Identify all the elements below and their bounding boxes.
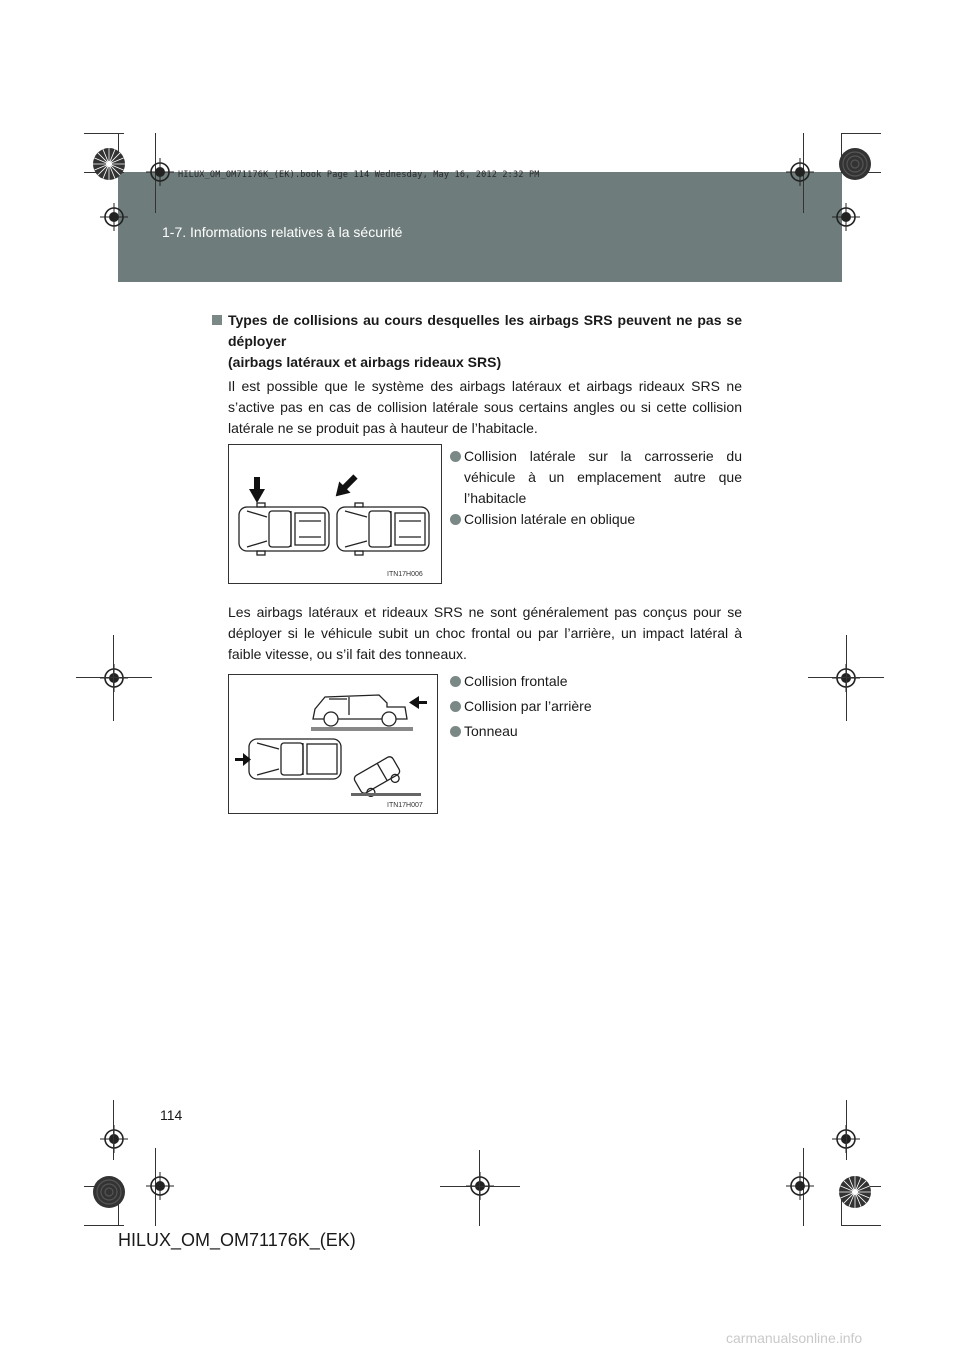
figure-non-deploy-collisions	[228, 674, 438, 814]
ground-line	[311, 727, 413, 731]
crop-mark	[440, 1186, 520, 1187]
sunburst-mark-icon	[838, 1175, 872, 1209]
registration-mark-icon	[100, 664, 128, 692]
paragraph-2: Les airbags latéraux et rideaux SRS ne sont généralement pas conçus pour se déployer si le véhicule subit un choc frontal ou par l’arrière, un impact latéral à faible vitesse, ou s’il fait des tonneaux.	[228, 604, 742, 662]
bullet-text: Collision latérale en oblique	[464, 511, 636, 527]
registration-mark-icon	[786, 1172, 814, 1200]
figure-code: ITN17H007	[387, 802, 423, 809]
sunburst-mark-icon	[92, 1175, 126, 1209]
collision-types-illustration	[229, 675, 437, 813]
list-item	[450, 509, 635, 530]
list-item	[450, 446, 742, 509]
registration-mark-icon	[146, 1172, 174, 1200]
registration-mark-icon	[146, 158, 174, 186]
registration-mark-icon	[832, 203, 860, 231]
book-meta: HILUX_OM_OM71176K_(EK).book Page 114 Wednesday, May 16, 2012 2:32 PM	[178, 170, 540, 180]
registration-mark-icon	[100, 1125, 128, 1153]
bullet-dot-icon	[450, 726, 461, 737]
bullet-text: Tonneau	[464, 723, 518, 739]
crop-mark	[113, 635, 114, 721]
crop-mark	[479, 1150, 480, 1226]
bullet-dot-icon	[450, 701, 461, 712]
vehicle-top-view-icon	[239, 503, 329, 555]
bullet-text: Collision frontale	[464, 673, 568, 689]
crop-mark	[113, 1100, 114, 1160]
impact-arrow-icon	[249, 477, 265, 503]
list-item	[450, 671, 568, 692]
footer-doc-id: HILUX_OM_OM71176K_(EK)	[118, 1230, 356, 1250]
bullet-dot-icon	[450, 451, 461, 462]
vehicle-side-view-icon	[313, 695, 407, 726]
paragraph-1: Il est possible que le système des airbags latéraux et airbags rideaux SRS ne s’active pas en cas de collision latérale sous certains angles ou si cette collision latérale ne se produit pas à hauteur de l’habitacle.	[228, 378, 742, 436]
sunburst-mark-icon	[838, 147, 872, 181]
crop-mark	[841, 1225, 881, 1226]
list-item	[450, 721, 518, 742]
impact-arrow-icon	[330, 471, 361, 502]
crop-mark	[76, 677, 152, 678]
bullet-dot-icon	[450, 514, 461, 525]
list-item	[450, 696, 592, 717]
ground-line	[351, 793, 421, 796]
page-number: 114	[160, 1107, 183, 1123]
figure-code: ITN17H006	[387, 571, 423, 578]
heading-line-1: Types de collisions au cours desquelles les airbags SRS peuvent ne pas se déployer	[228, 312, 742, 349]
crop-mark	[846, 1100, 847, 1160]
impact-arrow-icon	[409, 696, 427, 709]
watermark: carmanualsonline.info	[726, 1330, 863, 1346]
section-heading	[212, 310, 742, 373]
crop-mark	[808, 677, 884, 678]
sunburst-mark-icon	[92, 147, 126, 181]
crop-mark	[846, 635, 847, 721]
figure-side-collision	[228, 444, 442, 584]
section-title: 1-7. Informations relatives à la sécurité	[162, 224, 403, 240]
square-bullet-icon	[212, 315, 222, 325]
vehicle-top-view-icon	[337, 503, 429, 555]
crop-mark	[84, 133, 124, 134]
crop-mark	[84, 1225, 124, 1226]
registration-mark-icon	[786, 158, 814, 186]
bullet-dot-icon	[450, 676, 461, 687]
bullet-text: Collision latérale sur la carrosserie du véhicule à un emplacement autre que l’habitacle	[464, 448, 742, 506]
crop-mark	[841, 133, 881, 134]
bullet-text: Collision par l’arrière	[464, 698, 592, 714]
side-collision-illustration	[229, 445, 441, 583]
registration-mark-icon	[100, 203, 128, 231]
vehicle-top-view-icon	[249, 739, 341, 779]
heading-line-2: (airbags latéraux et airbags rideaux SRS)	[228, 354, 502, 370]
